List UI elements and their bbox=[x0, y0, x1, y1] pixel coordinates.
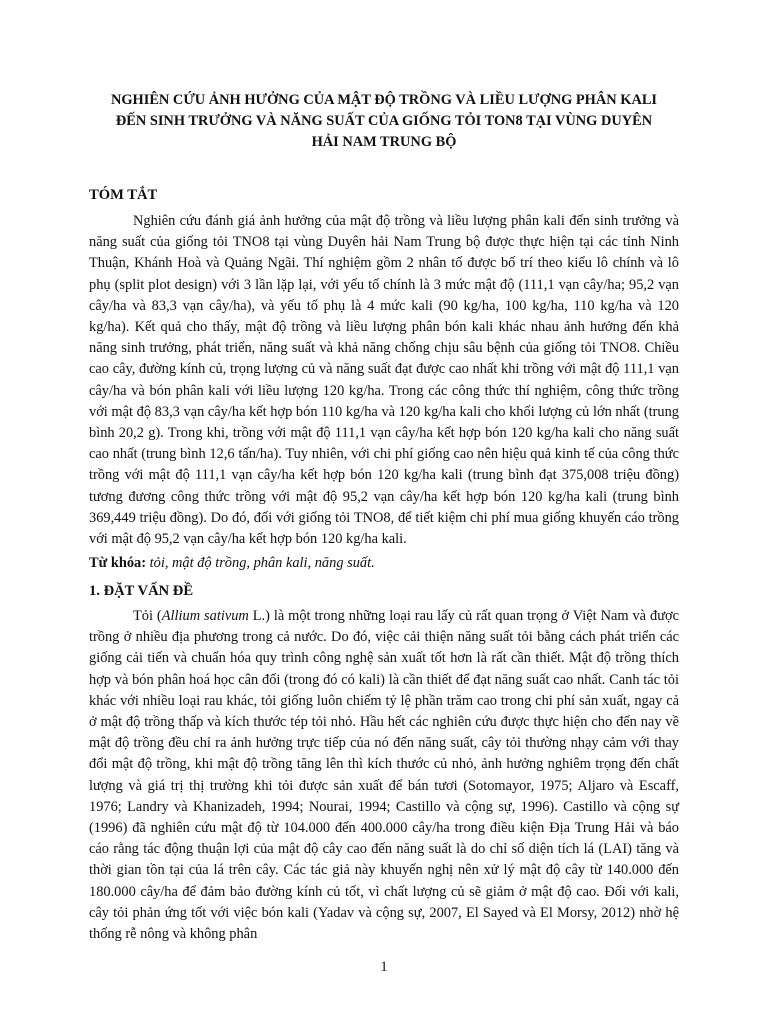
keywords bbox=[89, 553, 375, 574]
abstract-paragraph: Nghiên cứu đánh giá ảnh hưởng của mật độ trồng và liều lượng phân kali đến sinh trưởng và năng suất của giống tỏi TNO8 tại vùng Duyên hải Nam Trung bộ được thực hiện tại các tỉnh Ninh Thuận, Khánh Hoà và Quảng Ngãi. Thí nghiệm gồm 2 nhân tố được bố trí theo kiểu lô chính và lô phụ (split plot design) với 3 lần lặp lại, với yếu tố chính là 3 mức mật độ (111,1 vạn cây/ha; 95,2 vạn cây/ha và 83,3 vạn cây/ha), và yếu tố phụ là 4 mức kali (90 kg/ha, 100 kg/ha, 110 kg/ha và 120 kg/ha). Kết quả cho thấy, mật độ trồng và liều lượng phân bón kali khác nhau ảnh hưởng đến khả năng sinh trưởng, phát triển, năng suất và khả năng chống chịu sâu bệnh của giống tỏi TNO8. Chiều cao cây, đường kính củ, trọng lượng củ và năng suất đạt được cao nhất khi trồng với mật độ 111,1 vạn cây/ha và bón phân kali với liều lượng 120 kg/ha. Trong các công thức thí nghiệm, công thức trồng với mật độ 83,3 vạn cây/ha kết hợp bón 110 kg/ha và 120 kg/ha kali cho khối lượng củ lớn nhất (trung bình 20,2 g). Trong khi, trồng với mật độ 111,1 vạn cây/ha kết hợp bón 120 kg/ha kali cho năng suất cao nhất (trung bình 12,6 tấn/ha). Tuy nhiên, với chi phí giống cao nên hiệu quả kinh tế của công thức trồng với mật độ 111,1 vạn cây/ha kết hợp bón 120 kg/ha kali (trung bình đạt 375,008 triệu đồng) tương đương công thức trồng với mật độ 95,2 vạn cây/ha kết hợp bón 120 kg/ha kali (trung bình 369,449 triệu đồng). Do đó, đối với giống tỏi TNO8, để tiết kiệm chi phí mua giống khuyến cáo trồng với mật độ 95,2 vạn cây/ha kết hợp bón 120 kg/ha kali. bbox=[89, 213, 679, 548]
abstract-body bbox=[89, 211, 679, 550]
keywords-value: tỏi, mật độ trồng, phân kali, năng suất. bbox=[149, 555, 375, 571]
section-1-text-before: Tỏi ( bbox=[133, 608, 162, 624]
section-1-paragraph bbox=[89, 606, 679, 945]
section-1-text-after: L.) là một trong những loại rau lấy củ rất quan trọng ở Việt Nam và được trồng ở nhiều địa phương trong cả nước. Do đó, việc cải thiện năng suất tỏi bằng cách phát triển các giống cải tiến và chuẩn hóa quy trình công nghệ sản xuất tốt hơn là rất cần thiết. Mật độ trồng thích hợp và bón phân hoá học cân đối (trong đó có kali) là cần thiết để đạt năng suất cao nhất. Canh tác tỏi khác với nhiều loại rau khác, tỏi giống luôn chiếm tỷ lệ phần trăm cao trong chi phí sản xuất, ngay cả ở mật độ trồng thấp và kích thước tép tỏi nhỏ. Hầu hết các nghiên cứu được thực hiện cho đến nay về mật độ trồng đều chỉ ra ảnh hưởng trực tiếp của nó đến năng suất, cây tỏi thường nhạy cảm với thay đổi mật độ trồng, khi mật độ trồng tăng lên thì kích thước củ nhỏ, ảnh hưởng nghiêm trọng đến chất lượng và giá trị thị trường khi tỏi được sản xuất để bán tươi (Sotomayor, 1975; Aljaro và Escaff, 1976; Landry và Khanizadeh, 1994; Nourai, 1994; Castillo và cộng sự, 1996). Castillo và cộng sự (1996) đã nghiên cứu mật độ từ 104.000 đến 400.000 cây/ha trong điều kiện Địa Trung Hải và báo cáo rằng tác động thuận lợi của mật độ cây cao đến năng suất là do chỉ số diện tích lá (LAI) tăng và thời gian tồn tại của lá trên cây. Các tác giả này khuyến nghị nên xử lý mật độ cây từ 140.000 đến 180.000 cây/ha để đảm bảo đường kính củ tốt, vì chất lượng củ sẽ giảm ở mật độ cao. Đối với kali, cây tỏi phản ứng tốt với việc bón kali (Yadav và cộng sự, 2007, El Sayed và El Morsy, 2012) nhờ hệ thống rễ nông và không phân bbox=[89, 608, 679, 943]
title-line-1: NGHIÊN CỨU ẢNH HƯỞNG CỦA MẬT ĐỘ TRỒNG VÀ LIỀU LƯỢNG PHÂN KALI bbox=[110, 92, 658, 108]
title-line-2: ĐẾN SINH TRƯỞNG VÀ NĂNG SUẤT CỦA GIỐNG TỎI TON8 TẠI VÙNG DUYÊN bbox=[115, 113, 653, 129]
section-1-body bbox=[89, 606, 679, 945]
abstract-heading: TÓM TẮT bbox=[89, 187, 158, 203]
species-name: Allium sativum bbox=[161, 608, 249, 624]
keywords-label: Từ khóa: bbox=[89, 555, 147, 571]
page-number: 1 bbox=[380, 959, 388, 975]
paper-title bbox=[80, 90, 688, 153]
title-line-3: HẢI NAM TRUNG BỘ bbox=[311, 134, 457, 150]
section-1-heading: 1. ĐẶT VẤN ĐỀ bbox=[89, 583, 194, 599]
